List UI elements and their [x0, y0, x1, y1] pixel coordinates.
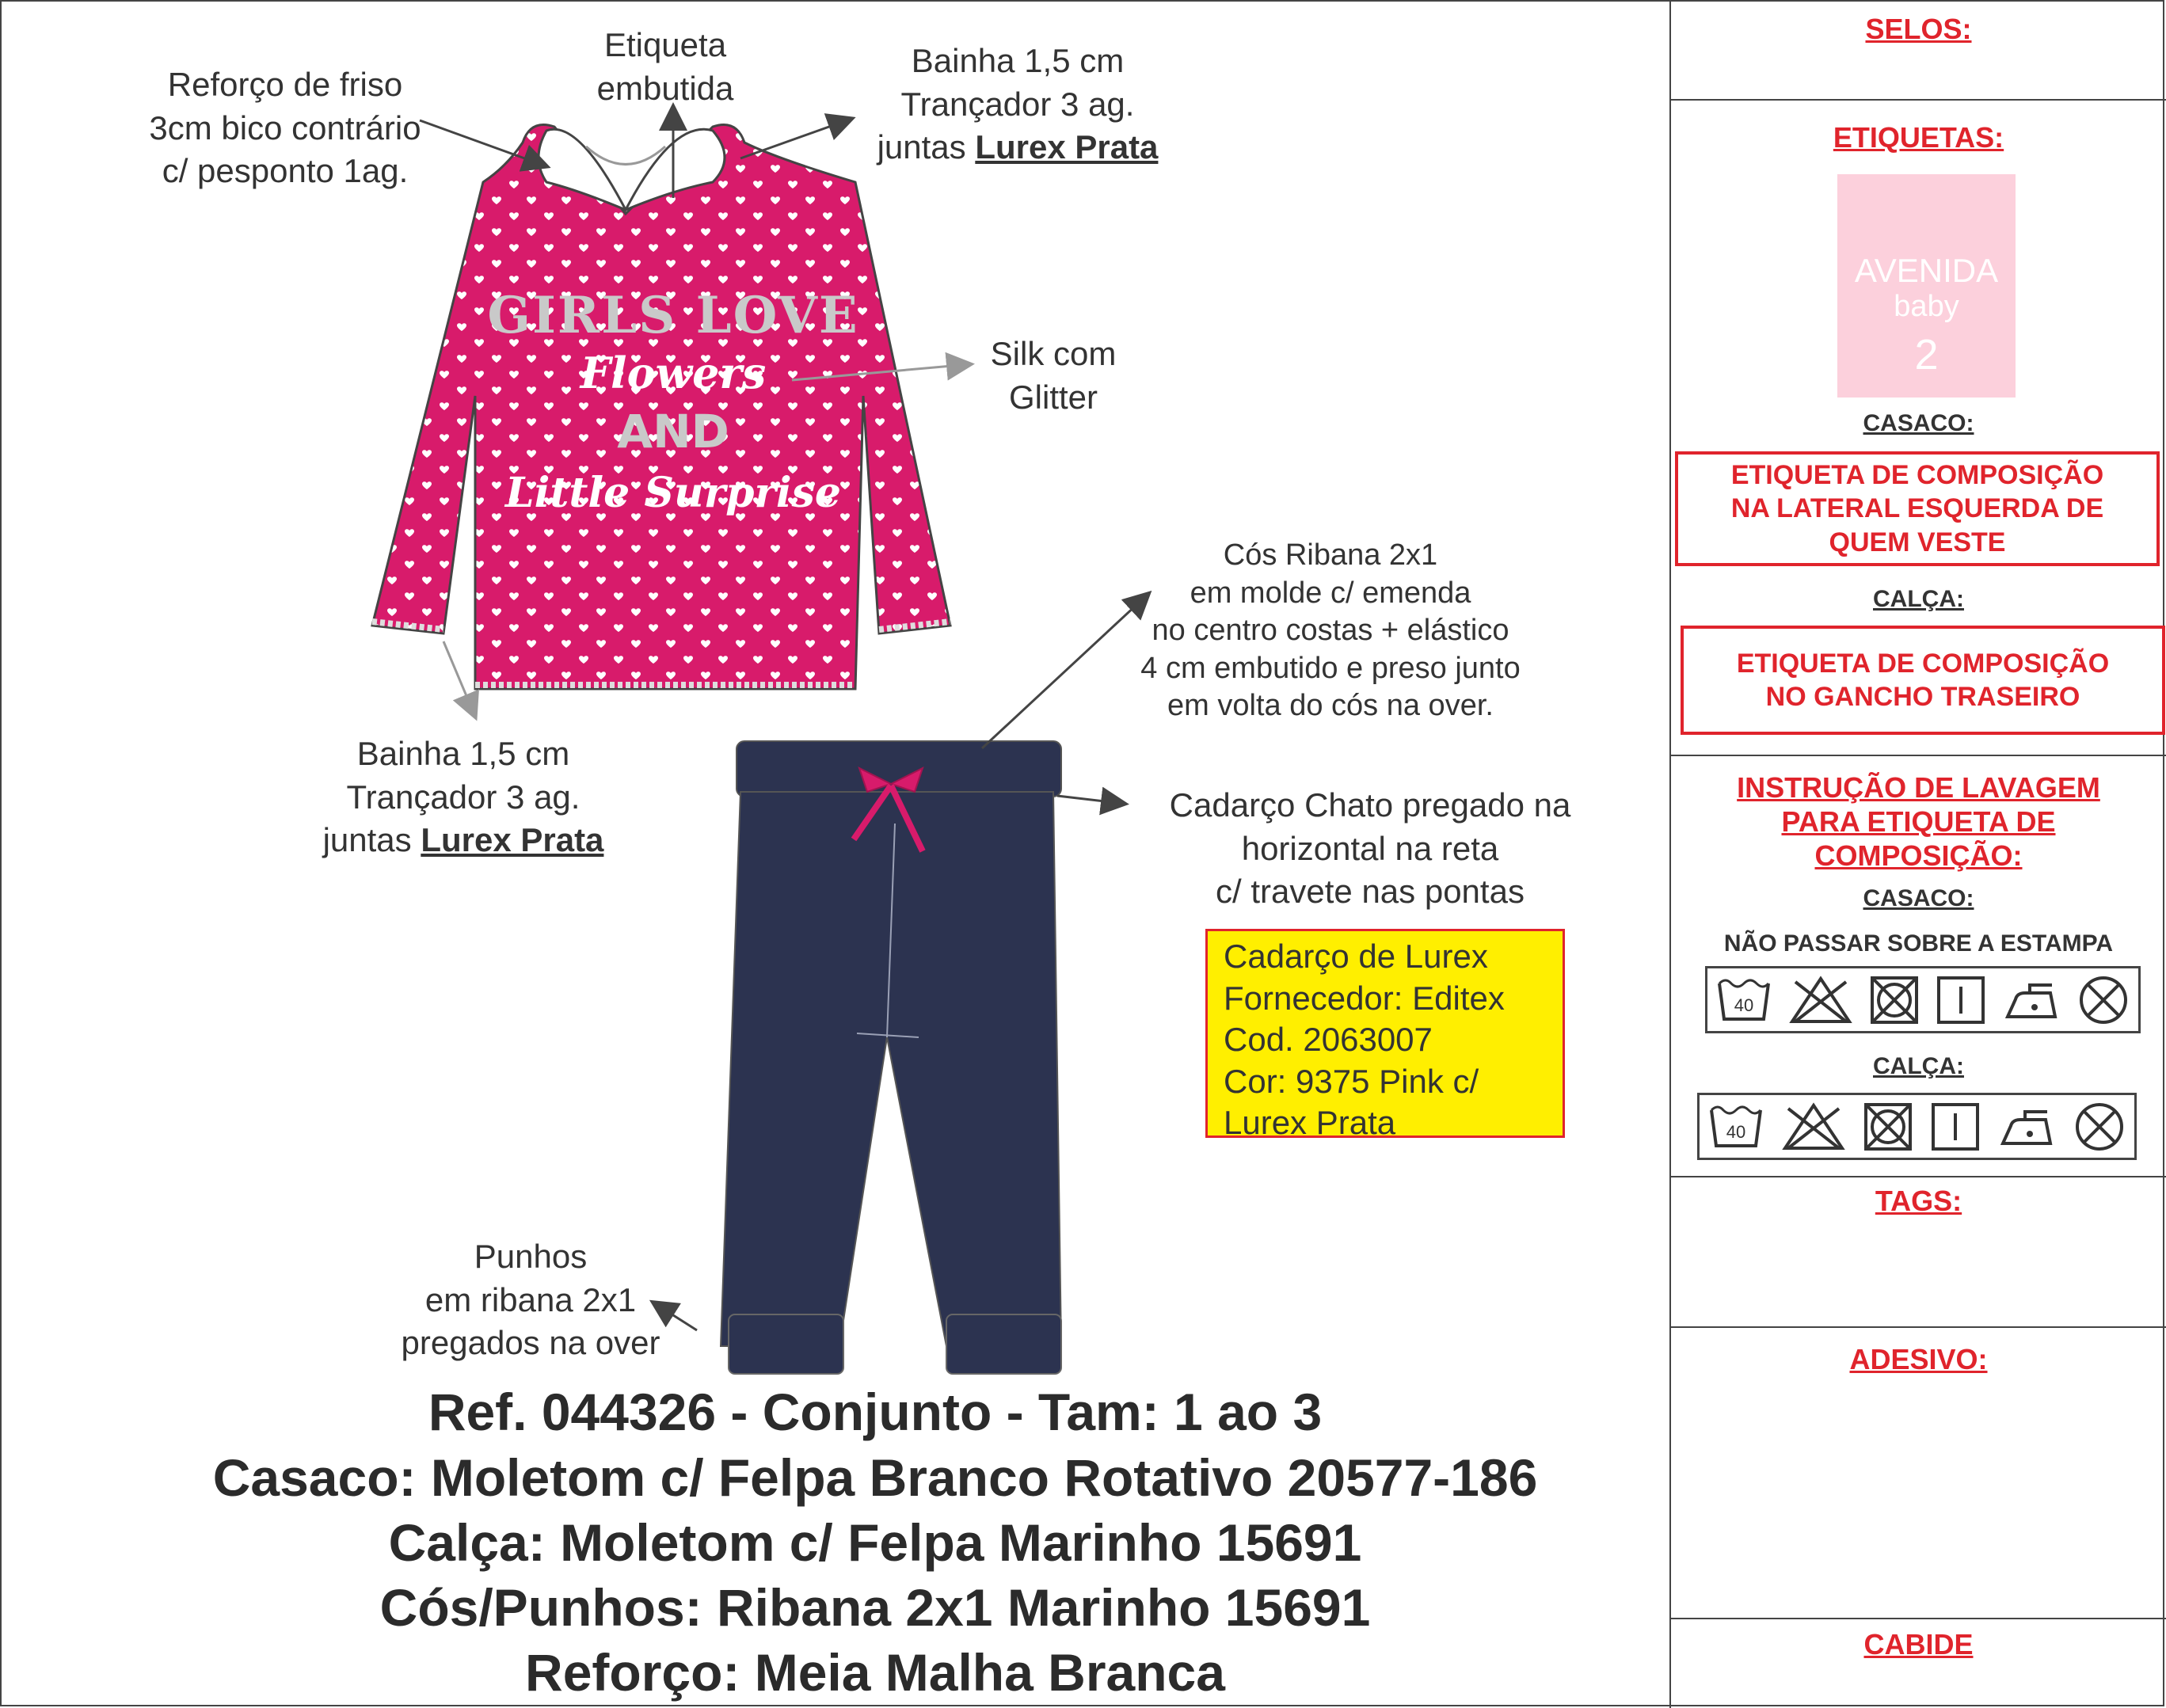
- note-cos: Cós Ribana 2x1 em molde c/ emenda no centro costas + elástico 4 cm embutido e preso junto em volta do cós na over.: [1140, 538, 1521, 722]
- casaco-care-heading: CASACO:: [1863, 885, 1974, 911]
- svg-text:40: 40: [1726, 1121, 1746, 1142]
- section-selos: SELOS:: [1865, 13, 1972, 45]
- print-flowers: Flowers: [580, 348, 767, 398]
- calca-care-symbols: [1697, 1093, 2137, 1160]
- casaco-care-symbols: [1705, 966, 2141, 1033]
- arrow-bainha-bottom: [443, 641, 475, 717]
- no-tumble-dry-icon: [1870, 976, 1919, 1025]
- calca-composition-box: ETIQUETA DE COMPOSIÇÃO NO GANCHO TRASEIRO: [1681, 626, 2165, 735]
- no-dry-clean-icon: [2073, 1101, 2126, 1153]
- spec-calca: Calça: Moletom c/ Felpa Marinho 15691: [388, 1513, 1362, 1572]
- calca-heading: CALÇA:: [1873, 586, 1964, 612]
- wash-40-icon: [1716, 976, 1772, 1025]
- nao-passar-note: NÃO PASSAR SOBRE A ESTAMPA: [1723, 930, 2114, 957]
- no-dry-clean-icon: [2077, 974, 2130, 1026]
- iron-low-icon: [2003, 976, 2060, 1025]
- label-size: 2: [1914, 331, 1939, 378]
- no-tumble-dry-icon: [1863, 1102, 1913, 1151]
- no-bleach-icon: [1789, 976, 1852, 1025]
- section-adesivo: ADESIVO:: [1849, 1343, 1988, 1375]
- brand-label: [1837, 174, 2016, 398]
- section-lavagem: INSTRUÇÃO DE LAVAGEM PARA ETIQUETA DE COMPOSIÇÃO:: [1737, 771, 2100, 873]
- spec-reforco: Reforço: Meia Malha Branca: [525, 1643, 1225, 1702]
- casaco-heading: CASACO:: [1863, 410, 1974, 436]
- sidebar-rule: [1671, 755, 2166, 756]
- section-tags: TAGS:: [1875, 1185, 1962, 1217]
- print-girls-love: GIRLS LOVE: [487, 286, 859, 345]
- note-etiqueta: Etiqueta embutida: [596, 26, 734, 107]
- no-bleach-icon: [1782, 1102, 1845, 1151]
- wash-40-icon: [1708, 1102, 1764, 1151]
- note-bainha-bottom: Bainha 1,5 cm Trançador 3 ag. juntas Lurex Prata: [322, 735, 604, 859]
- iron-low-icon: [1998, 1102, 2055, 1151]
- spec-cos-punhos: Cós/Punhos: Ribana 2x1 Marinho 15691: [379, 1578, 1371, 1637]
- sidebar-rule: [1671, 1326, 2166, 1328]
- section-cabide: CABIDE: [1863, 1628, 1974, 1660]
- sidebar-rule: [1671, 1176, 2166, 1177]
- section-etiquetas: ETIQUETAS:: [1833, 121, 2004, 154]
- label-sub: baby: [1894, 290, 1959, 323]
- svg-text:40: 40: [1734, 995, 1754, 1015]
- line-dry-icon: [1931, 1102, 1980, 1151]
- note-punhos: Punhos em ribana 2x1 pregados na over: [401, 1238, 660, 1362]
- arrow-bainha-top: [740, 119, 851, 158]
- line-dry-icon: [1936, 976, 1985, 1025]
- spec-ref: Ref. 044326 - Conjunto - Tam: 1 ao 3: [428, 1383, 1323, 1441]
- spec-casaco: Casaco: Moletom c/ Felpa Branco Rotativo 20577-186: [212, 1448, 1538, 1507]
- pants-drawing: [721, 741, 1061, 1374]
- cadarco-supplier-box: Cadarço de Lurex Fornecedor: Editex Cod. 2063007 Cor: 9375 Pink c/ Lurex Prata: [1205, 929, 1565, 1138]
- note-reforco: Reforço de friso 3cm bico contrário c/ pesponto 1ag.: [149, 66, 421, 190]
- print-and: AND: [617, 405, 729, 458]
- sidebar-rule: [1671, 99, 2166, 101]
- calca-care-heading: CALÇA:: [1873, 1053, 1964, 1079]
- sidebar-rule: [1671, 1618, 2166, 1619]
- label-brand: AVENIDA: [1854, 252, 1999, 289]
- note-silk: Silk com Glitter: [990, 335, 1117, 416]
- casaco-composition-box: ETIQUETA DE COMPOSIÇÃO NA LATERAL ESQUERDA DE QUEM VESTE: [1675, 451, 2160, 566]
- note-bainha-top: Bainha 1,5 cm Trançador 3 ag. juntas Lurex Prata: [877, 42, 1159, 166]
- hoodie-drawing: [372, 125, 950, 690]
- note-cadarco: Cadarço Chato pregado na horizontal na reta c/ travete nas pontas: [1169, 786, 1571, 911]
- arrow-cadarco: [1057, 796, 1125, 804]
- print-little-surprise: Little Surprise: [505, 469, 841, 517]
